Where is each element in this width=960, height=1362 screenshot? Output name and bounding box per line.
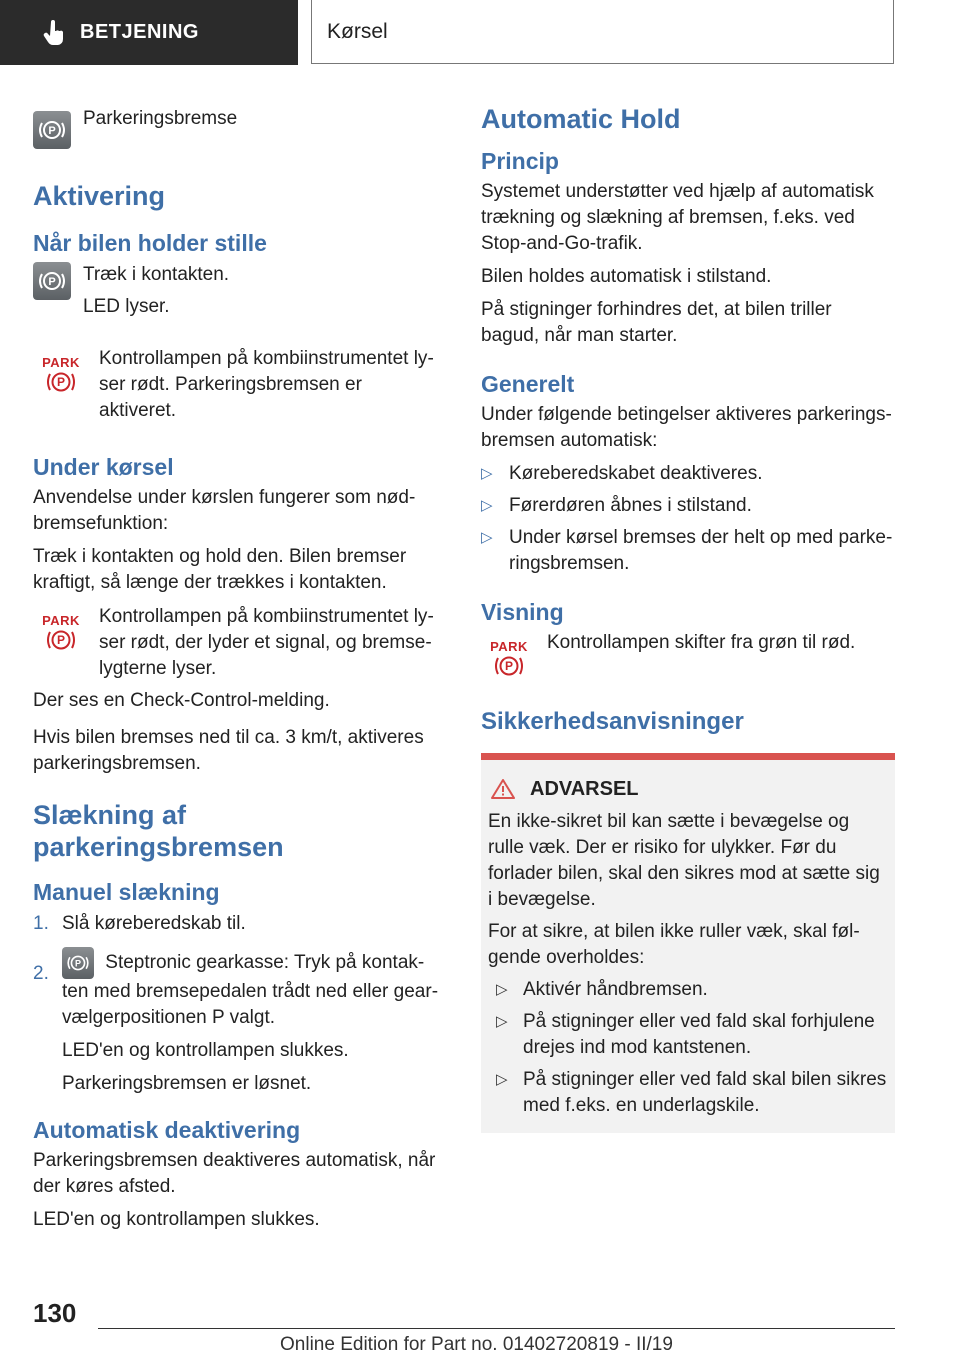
- left-column: [33, 96, 443, 1233]
- heading-manuel: Manuel slækning: [33, 879, 220, 906]
- svg-text:P: P: [48, 125, 56, 137]
- heading-sikkerhed: Sikkerhedsanvisninger: [481, 708, 744, 736]
- section-label: BETJENING: [80, 21, 199, 43]
- svg-text:P: P: [74, 958, 82, 969]
- park-circle-icon: [44, 370, 78, 394]
- pr-p3: På stigninger forhindres det, at bilen triller bagud, når man starter.: [481, 298, 832, 346]
- uk-p3: Der ses en Check-Control-melding.: [33, 689, 330, 711]
- step-text: Slå køreberedskab til.: [62, 912, 246, 934]
- heading-under-korsel: Under kørsel: [33, 453, 174, 480]
- warning-title: [488, 778, 888, 801]
- step2-extra-1: LED'en og kontrollampen slukkes.: [62, 1039, 349, 1061]
- lamp-text-2: Kontrollampen på kombiinstrumentet lyser rødt, der lyder et signal, og bremselygterne lyser.: [99, 605, 434, 679]
- step-number: 2.: [33, 962, 49, 984]
- uk-p4: Hvis bilen bremses ned til ca. 3 km/t, aktiveres parkeringsbremsen.: [33, 726, 424, 774]
- uk-p2: Træk i kontakten og hold den. Bilen bremser kraftigt, så længe der trækkes i kontakten.: [33, 545, 407, 593]
- park-label: PARK: [42, 354, 80, 370]
- heading-naar-bilen: Når bilen holder stille: [33, 230, 267, 257]
- condition-list: [481, 461, 895, 577]
- chapter-tab: [311, 0, 894, 64]
- heading-visning: Visning: [481, 598, 564, 625]
- ad-p1: Parkeringsbremsen deaktiveres automatisk, når der køres afsted.: [33, 1149, 436, 1197]
- pr-p2: Bilen holdes automatisk i stilstand.: [481, 265, 772, 287]
- ad-p2: LED'en og kontrollampen slukkes.: [33, 1208, 320, 1230]
- parking-brake-button-icon: [33, 262, 71, 300]
- warning-list: [488, 977, 888, 1119]
- hand-pointer-icon: [40, 19, 68, 47]
- intro-label: Parkeringsbremse: [83, 108, 238, 129]
- step-text: Steptronic gearkasse: Tryk på kontakten med bremsepedalen trådt ned eller gearvælgerpositionen P valgt.: [62, 951, 439, 1028]
- warning-box: [481, 753, 895, 1133]
- list-item: ▷ På stigninger eller ved fald skal bilen sikres med f.eks. en underlagskile.: [496, 1068, 887, 1116]
- park-label: PARK: [490, 639, 528, 655]
- heading-auto-hold: Automatic Hold: [481, 104, 681, 134]
- heading-aktivering: Aktivering: [33, 181, 166, 211]
- list-item: ▷ Under kørsel bremses der helt op med parkeringsbremsen.: [481, 526, 893, 574]
- step-1: [33, 911, 443, 937]
- park-warning-icon: [33, 356, 89, 394]
- park-circle-icon: [44, 628, 78, 652]
- visning-text: Kontrollampen skifter fra grøn til rød.: [547, 632, 856, 654]
- step2-extra-2: Parkeringsbremsen er løsnet.: [62, 1072, 312, 1094]
- chapter-label: Kørsel: [327, 19, 388, 43]
- step-2: [33, 947, 443, 1097]
- step-number: 1.: [33, 912, 49, 934]
- parking-brake-button-icon: [33, 111, 71, 149]
- lamp-block-1: [33, 346, 443, 424]
- bullet-triangle-icon: ▷: [496, 1012, 508, 1030]
- bullet-triangle-icon: ▷: [481, 464, 493, 482]
- bullet-triangle-icon: ▷: [481, 496, 493, 514]
- park-circle-icon: [492, 654, 526, 678]
- lamp-text-1: Kontrollampen på kombiinstrumentet lyser rødt. Parkeringsbremsen er aktiveret.: [99, 347, 434, 421]
- warning-p2: For at sikre, at bilen ikke ruller væk, skal følgende overholdes:: [488, 920, 860, 968]
- pull-text: Træk i kontakten.: [83, 263, 230, 285]
- svg-text:P: P: [504, 659, 514, 674]
- edition-text: Online Edition for Part no. 01402720819 - II/19: [280, 1334, 673, 1355]
- list-item: ▷ Køreberedskabet deaktiveres.: [481, 461, 895, 487]
- list-item: ▷ Førerdøren åbnes i stilstand.: [481, 493, 895, 519]
- release-steps: [33, 911, 443, 1097]
- svg-text:P: P: [48, 275, 56, 288]
- svg-text:P: P: [56, 632, 66, 647]
- right-column: [481, 96, 895, 1133]
- heading-slaekning: Slækning af parkeringsbremsen: [33, 799, 284, 862]
- page-number: 130: [33, 1298, 77, 1328]
- list-item: ▷ Aktivér håndbremsen.: [488, 977, 888, 1003]
- pull-switch-block: [33, 262, 443, 320]
- section-tab: [0, 0, 298, 65]
- list-item: ▷ På stigninger eller ved fald skal forhjulene drejes ind mod kantstenen.: [496, 1010, 875, 1058]
- heading-auto-deakt: Automatisk deaktivering: [33, 1116, 301, 1143]
- bullet-triangle-icon: ▷: [496, 1070, 508, 1088]
- bullet-triangle-icon: ▷: [496, 980, 508, 998]
- pr-p1: Systemet understøtter ved hjælp af automatisk trækning og slækning af bremsen, f.eks. ved Stop-and-Go-trafik.: [481, 180, 874, 254]
- heading-princip: Princip: [481, 148, 559, 175]
- uk-p1: Anvendelse under kørslen fungerer som nødbremsefunktion:: [33, 486, 416, 534]
- footer-divider: [98, 1328, 895, 1329]
- parking-brake-button-icon: [62, 947, 94, 979]
- park-label: PARK: [42, 612, 80, 628]
- led-text: LED lyser.: [83, 295, 170, 317]
- warning-label: ADVARSEL: [530, 777, 639, 800]
- heading-generelt: Generelt: [481, 370, 575, 397]
- park-warning-icon: [481, 640, 537, 678]
- warning-triangle-icon: [490, 778, 516, 800]
- visning-block: [481, 630, 895, 678]
- page-header: [0, 0, 960, 66]
- parking-brake-intro: [33, 108, 443, 149]
- lamp-block-2: [33, 604, 443, 682]
- warning-p1: En ikke-sikret bil kan sætte i bevægelse og rulle væk. Der er risiko for ulykker. Før du forlader bilen, skal den sikres mod at sætte sig i bevægelse.: [488, 810, 880, 910]
- svg-text:P: P: [56, 374, 66, 389]
- ge-p1: Under følgende betingelser aktiveres parkeringsbremsen automatisk:: [481, 403, 892, 451]
- bullet-triangle-icon: ▷: [481, 528, 493, 546]
- park-warning-icon: [33, 614, 89, 652]
